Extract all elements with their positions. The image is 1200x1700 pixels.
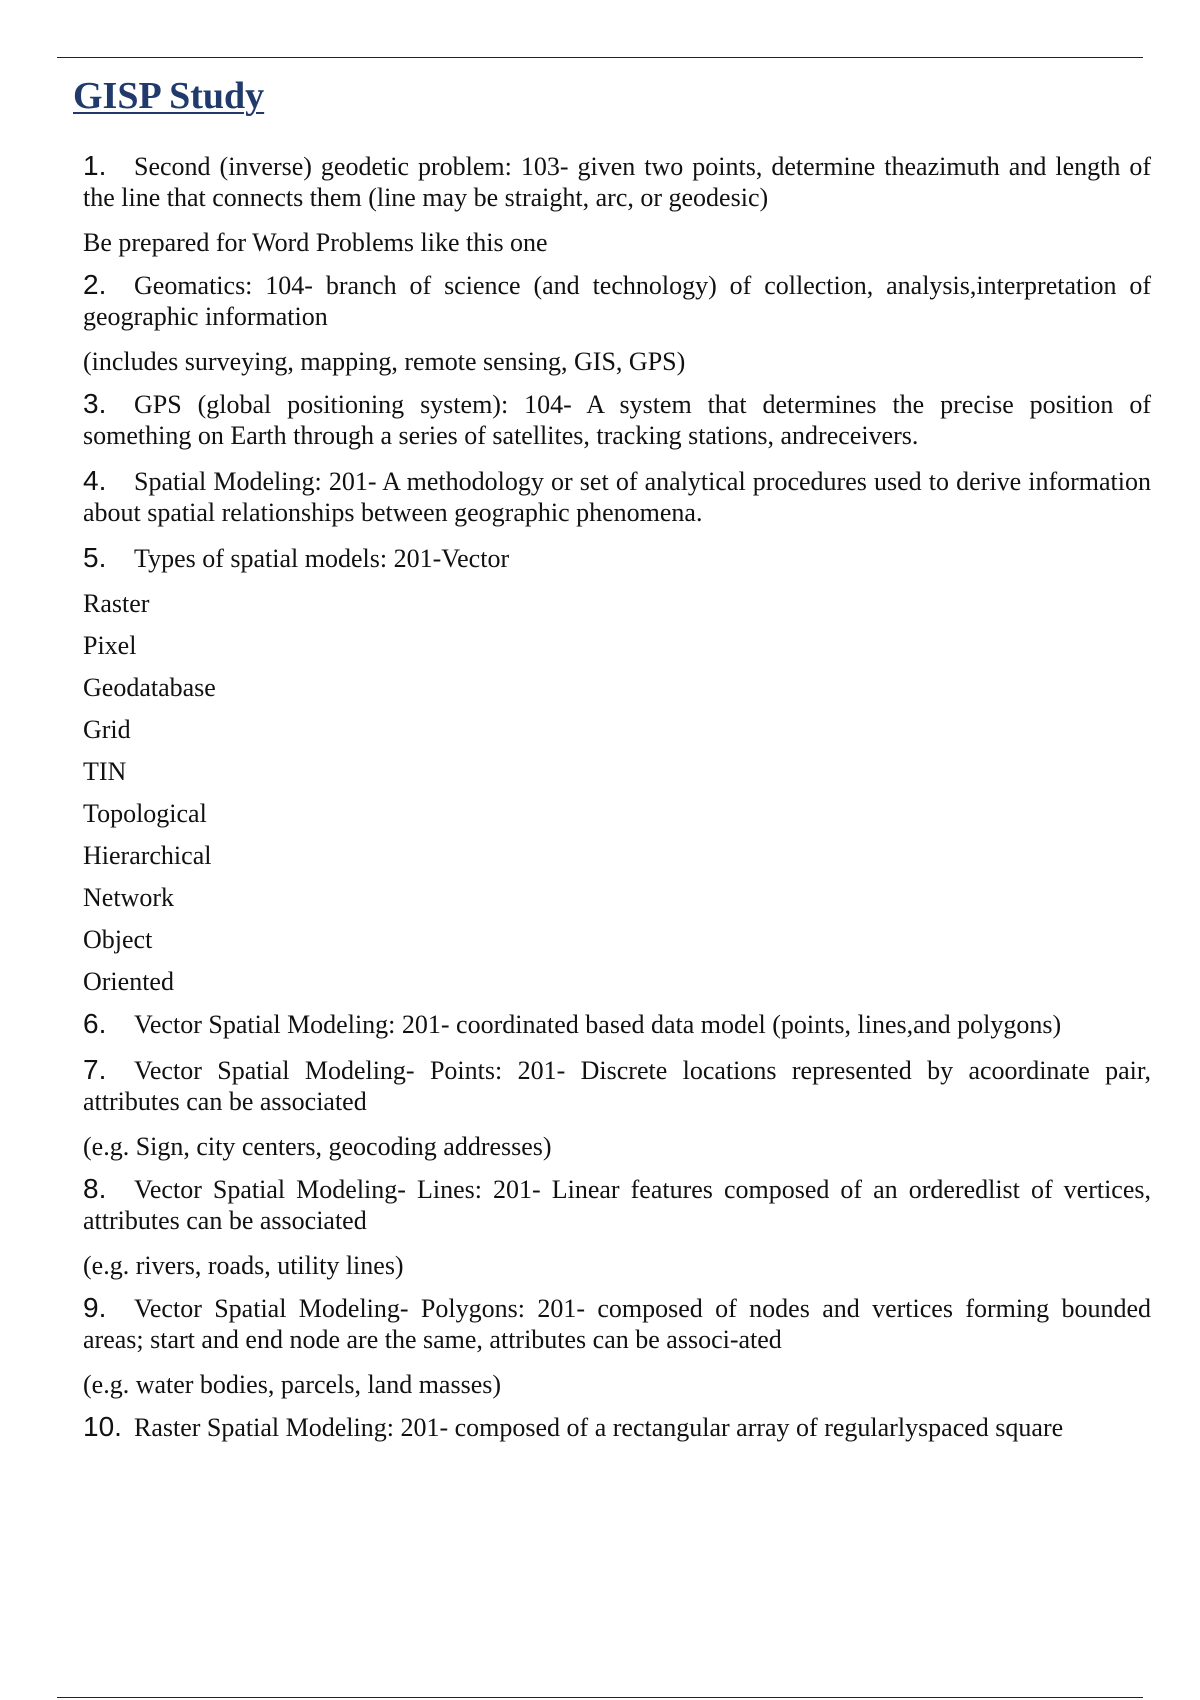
item-note: (e.g. water bodies, parcels, land masses) [83,1370,502,1399]
item-text: GPS (global positioning system): 104- A system that determines the precise position of something on Earth through a series of satellites, tracking stations, andreceivers. [83,390,1151,450]
study-content [83,150,1151,1457]
item-number: 1. [83,150,107,181]
item-text: Vector Spatial Modeling: 201- coordinated based data model (points, lines,and polygons) [134,1010,1062,1039]
list-item [83,1411,1151,1443]
item-text: Geomatics: 104- branch of science (and technology) of collection, analysis,interpretation of geographic information [83,271,1151,331]
list-item [83,269,1151,332]
item-number: 7. [83,1054,107,1085]
item-text: Spatial Modeling: 201- A methodology or set of analytical procedures used to derive information about spatial relationships between geographic phenomena. [83,467,1151,527]
item-text: Vector Spatial Modeling- Lines: 201- Linear features composed of an orderedlist of vertices, attributes can be associated [83,1175,1151,1235]
item-number: 8. [83,1173,107,1204]
model-type: Raster [83,589,150,618]
model-type: Geodatabase [83,673,216,702]
model-type: Pixel [83,631,137,660]
list-item [83,1292,1151,1355]
item-text: Types of spatial models: 201-Vector [134,544,510,573]
list-item [83,150,1151,213]
item-note: Be prepared for Word Problems like this one [83,228,548,257]
item-number: 5. [83,542,107,573]
list-item [83,465,1151,528]
list-item [83,542,1151,574]
item-number: 4. [83,465,107,496]
list-item [83,1008,1151,1040]
list-item [83,388,1151,451]
model-type: Object [83,925,153,954]
item-note: (e.g. rivers, roads, utility lines) [83,1251,404,1280]
model-type: Grid [83,715,131,744]
model-type: Oriented [83,967,174,996]
model-type: Hierarchical [83,841,212,870]
item-number: 3. [83,388,107,419]
model-type: Topological [83,799,207,828]
item-number: 9. [83,1292,107,1323]
item-text: Vector Spatial Modeling- Points: 201- Discrete locations represented by acoordinate pair, attributes can be associated [83,1056,1151,1116]
bottom-rule [57,1697,1143,1698]
item-text: Second (inverse) geodetic problem: 103- given two points, determine theazimuth and length of the line that connects them (line may be straight, arc, or geodesic) [83,152,1151,212]
item-text: Vector Spatial Modeling- Polygons: 201- composed of nodes and vertices forming bounded areas; start and end node are the same, attributes can be associ-ated [83,1294,1151,1354]
item-note: (e.g. Sign, city centers, geocoding addresses) [83,1132,552,1161]
model-type: Network [83,883,174,912]
top-rule [57,57,1143,58]
item-number: 2. [83,269,107,300]
item-number: 6. [83,1008,107,1039]
item-text: Raster Spatial Modeling: 201- composed of a rectangular array of regularlyspaced square [134,1413,1064,1442]
item-number: 10. [83,1411,122,1442]
model-type: TIN [83,757,127,786]
page-title: GISP Study [73,75,265,117]
item-note: (includes surveying, mapping, remote sensing, GIS, GPS) [83,347,686,376]
list-item [83,1173,1151,1236]
list-item [83,1054,1151,1117]
